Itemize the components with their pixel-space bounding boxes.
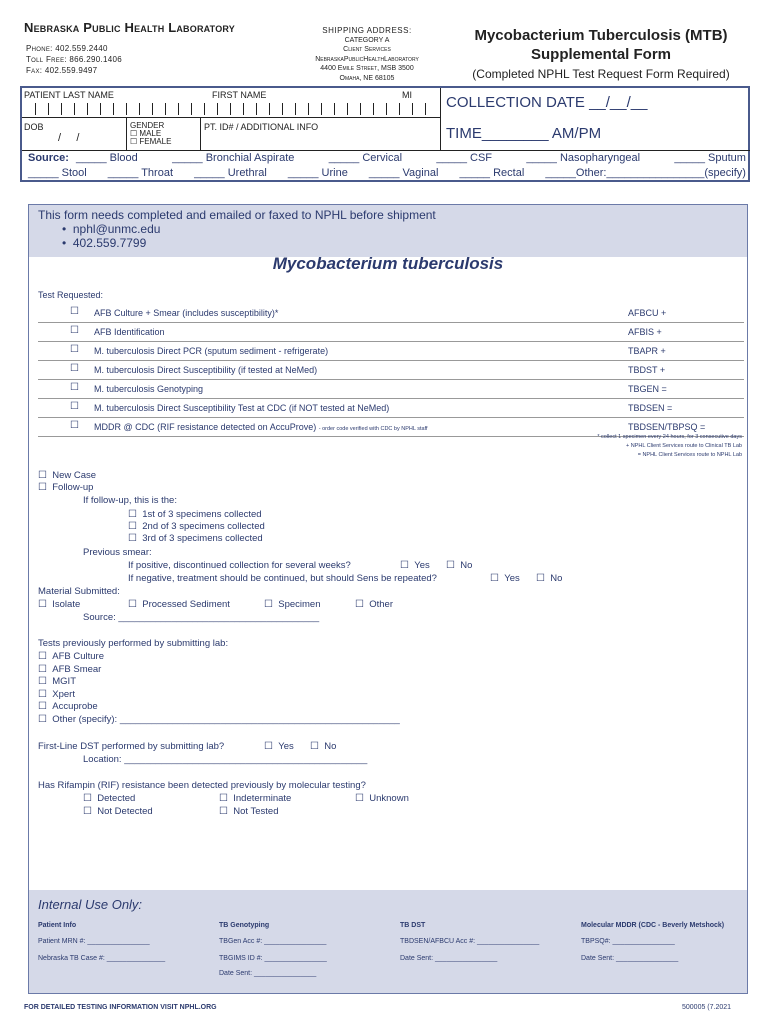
specimen-2-option[interactable] [128,521,265,532]
test-name: MDDR @ CDC (RIF resistance detected on AccuProve) - order code verified with CDC by NPHL staff [94,422,428,432]
internal-use-title: Internal Use Only: [38,897,143,912]
name-box-divider [35,103,36,115]
rif-question: Has Rifampin (RIF) resistance been detected previously by molecular testing? [38,780,366,791]
name-box-divider [243,103,244,115]
specimen-label: 2nd of 3 specimens collected [142,521,265,532]
checkbox-icon: ☐ [130,137,138,146]
section-title: Mycobacterium tuberculosis [272,254,504,273]
male-label: MALE [139,129,162,138]
checkbox-icon: ☐ [490,573,499,584]
internal-col-heading: Patient Info [38,922,77,929]
checkbox-icon: ☐ [128,533,137,544]
material-specimen[interactable] [264,599,321,610]
shipping-heading: SHIPPING ADDRESS: [322,26,412,35]
checkbox-icon: ☐ [38,663,47,675]
source-option[interactable]: _____ CSF [436,152,493,164]
checkbox-icon: ☐ [38,482,47,493]
positive-question: If positive, discontinued collection for several weeks? [128,560,351,571]
internal-field[interactable]: Date Sent: ________________ [581,955,679,962]
shipping-line: CATEGORY A [344,36,390,44]
female-label: FEMALE [139,137,172,146]
name-box-divider [295,103,296,115]
name-box-divider [217,103,218,115]
material-label: Material Submitted: [38,586,120,597]
rif-indeterminate[interactable] [219,793,291,804]
dob-field[interactable]: / / [58,132,80,144]
test-code: TBAPR + [628,346,666,356]
test-name: M. tuberculosis Genotyping [94,384,204,394]
name-box-divider [412,103,413,115]
checkbox-icon: ☐ [38,676,47,688]
material-processed-sediment[interactable] [128,599,230,610]
checkbox-icon: ☐ [128,509,137,520]
checkbox-icon: ☐ [128,521,137,532]
negative-yes[interactable] [490,573,520,584]
form-title-line-2: Supplemental Form [530,46,672,63]
checkbox-icon: ☐ [536,573,545,584]
name-box-divider [126,103,127,115]
test-row[interactable] [38,324,744,342]
test-footnotes [597,433,742,460]
lab-toll-free: Toll Free: 866.290.1406 [26,55,122,64]
checkbox-icon: ☐ [38,599,47,610]
checkbox-icon: ☐ [83,806,92,817]
source-option[interactable]: _____ Blood [76,152,138,164]
internal-field[interactable]: Date Sent: ________________ [219,970,317,977]
test-name: M. tuberculosis Direct Susceptibility (if tested at NeMed) [94,365,318,375]
name-box-divider [230,103,231,115]
source-option[interactable]: _____ Throat [107,167,174,179]
form-title [448,26,754,64]
name-box-divider [334,103,335,115]
positive-no[interactable] [446,560,472,571]
internal-col-heading: Molecular MDDR (CDC - Beverly Metshock) [581,922,725,929]
test-requested-label: Test Requested: [38,290,104,300]
mi-label: MI [402,90,412,100]
source-option[interactable]: _____ Urethral [194,167,267,179]
internal-field[interactable]: Nebraska TB Case #: _______________ [38,955,166,962]
follow-up-label: Follow-up [52,482,94,493]
name-box-divider [347,103,348,115]
test-code: TBDSEN/TBPSQ = [628,422,706,432]
option-label: AFB Smear [52,663,102,675]
internal-field[interactable]: TBPSQ#: ________________ [581,938,675,945]
negative-no[interactable] [536,573,562,584]
name-box-divider [139,103,140,115]
dob-label: DOB [24,122,44,132]
positive-yes[interactable] [400,560,430,571]
source-option[interactable]: _____ Sputum [674,152,746,164]
material-isolate[interactable] [38,599,80,610]
checkbox-icon[interactable]: ☐ [70,344,79,355]
test-code: TBGEN = [628,384,667,394]
option-label: AFB Culture [52,651,104,662]
rif-not-detected[interactable] [83,806,153,817]
checkbox-icon: ☐ [83,793,92,804]
option-label: Other [369,599,394,610]
option-label: MGIT [52,676,76,688]
name-box-divider [321,103,322,115]
new-case-label: New Case [52,470,97,481]
name-box-divider [165,103,166,115]
option-label: Isolate [52,599,81,610]
name-box-divider [100,103,101,115]
form-number: 500005 (7.2021 [682,1004,732,1011]
internal-col-heading: TB Genotyping [219,922,270,929]
source-option[interactable]: _____ Cervical [328,152,403,164]
checkbox-icon: ☐ [264,741,273,752]
internal-field[interactable]: TBGIMS ID #: ________________ [219,955,327,962]
lab-fax: Fax: 402.559.9497 [26,66,98,75]
test-row[interactable] [38,362,744,380]
source-option[interactable]: _____ Nasopharyngeal [526,152,641,164]
dst-no[interactable] [310,741,336,752]
yes-label: Yes [504,573,520,584]
collection-date-field[interactable]: COLLECTION DATE __/__/__ [446,94,648,111]
follow-up-option[interactable] [38,482,93,493]
negative-question: If negative, treatment should be continued, but should Sens be repeated? [128,573,437,584]
form-title-line-1: Mycobacterium Tuberculosis (MTB) [474,27,728,44]
dst-yes[interactable] [264,741,294,752]
footnote: = NPHL Client Services route to NPHL Lab [637,452,742,458]
option-label: Xpert [52,688,75,700]
mddr-note: - order code verified with CDC by NPHL staff [318,426,428,432]
lab-contact [26,43,122,76]
name-box-divider [399,103,400,115]
source-options-row-1 [76,152,746,164]
name-box-divider [425,103,426,115]
checkbox-icon: ☐ [355,793,364,804]
rif-not-tested[interactable] [219,806,279,817]
shipping-address [292,26,442,83]
test-row[interactable] [38,343,744,361]
name-box-divider [204,103,205,115]
previous-test-option[interactable] [38,714,400,725]
checkbox-icon[interactable]: ☐ [70,382,79,393]
checkbox-icon: ☐ [355,599,364,610]
name-box-divider [373,103,374,115]
footer-website: FOR DETAILED TESTING INFORMATION VISIT NPHL.ORG [24,1004,217,1011]
material-other[interactable] [355,599,393,610]
source-options-row-2 [28,167,746,179]
name-box-divider [360,103,361,115]
test-name: AFB Identification [94,327,165,337]
option-label: Indeterminate [233,793,292,804]
internal-field[interactable]: Patient MRN #: ________________ [38,938,150,945]
yes-label: Yes [414,560,430,571]
previous-test-option[interactable] [38,651,104,662]
previous-test-option[interactable] [38,676,76,687]
checkbox-icon: ☐ [38,714,47,725]
test-code: TBDST + [628,365,666,375]
name-box-divider [48,103,49,115]
checkbox-icon: ☐ [38,701,47,713]
previous-tests-label: Tests previously performed by submitting lab: [38,638,229,649]
name-box-divider [386,103,387,115]
name-entry-boxes[interactable] [22,103,440,115]
first-name-label: FIRST NAME [212,90,267,100]
checkbox-icon: ☐ [446,560,455,571]
specimen-3-option[interactable] [128,533,263,544]
checkbox-icon: ☐ [38,651,47,662]
previous-test-option[interactable] [38,689,75,700]
name-box-divider [308,103,309,115]
name-box-divider [61,103,62,115]
previous-test-option[interactable] [38,664,101,675]
option-label: Other (specify): _____________________________________________________ [52,714,400,725]
option-label: Accuprobe [52,701,98,713]
internal-field[interactable]: TBDSEN/AFBCU Acc #: ________________ [400,938,540,945]
checkbox-icon: ☐ [400,560,409,571]
test-row[interactable] [38,305,744,323]
notice: This form needs completed and emailed or faxed to NPHL before shipment • nphl@unmc.edu • 402.559.7799 [38,208,436,250]
test-name: M. tuberculosis Direct Susceptibility Test at CDC (if NOT tested at NeMed) [94,403,390,413]
gender-field [130,122,171,146]
internal-field[interactable]: Date Sent: ________________ [400,955,498,962]
footnote: + NPHL Client Services route to Clinical TB Lab [625,443,742,449]
footnote: * collect 1 specimen every 24 hours, for 3 consecutive days [597,434,742,440]
previous-test-option[interactable] [38,701,98,712]
shipping-line: Client Services [343,46,391,53]
lab-phone: Phone: 402.559.2440 [26,44,108,53]
name-box-divider [113,103,114,115]
source-row-1 [28,152,69,164]
notice-phone: 402.559.7799 [72,236,147,250]
last-name-label: PATIENT LAST NAME [24,90,114,100]
checkbox-icon: ☐ [130,129,138,138]
no-label: No [550,573,563,584]
rif-detected[interactable] [83,793,135,804]
pt-id-label: PT. ID# / ADDITIONAL INFO [204,122,319,132]
name-box-divider [178,103,179,115]
option-label: Not Detected [97,806,153,817]
gender-label: GENDER [130,121,165,130]
checkbox-icon: ☐ [264,599,273,610]
rif-unknown[interactable] [355,793,409,804]
lab-name: Nebraska Public Health Laboratory [24,20,235,35]
shipping-line: Omaha, NE 68105 [339,74,395,82]
source-option[interactable]: _____Other:________________(specify) [545,167,746,179]
checkbox-icon: ☐ [310,741,319,752]
checkbox-icon[interactable]: ☐ [70,401,79,412]
checkbox-icon: ☐ [38,470,47,481]
form-subtitle: (Completed NPHL Test Request Form Required) [472,67,730,81]
name-box-divider [74,103,75,115]
internal-col-heading: TB DST [400,922,426,929]
internal-field[interactable]: TBGen Acc #: ________________ [219,938,327,945]
checkbox-icon: ☐ [38,688,47,700]
time-field[interactable]: TIME________ AM/PM [446,125,602,142]
notice-email[interactable]: nphl@unmc.edu [72,222,161,236]
checkbox-icon: ☐ [219,793,228,804]
dst-question: First-Line DST performed by submitting lab? [38,741,225,752]
name-box-divider [256,103,257,115]
shipping-line: 4400 Emile Street, MSB 3500 [320,65,414,72]
name-box-divider [152,103,153,115]
name-box-divider [269,103,270,115]
checkbox-icon[interactable]: ☐ [70,306,79,317]
test-row[interactable] [38,400,744,418]
previous-smear-label: Previous smear: [83,547,152,558]
option-label: Not Tested [233,806,279,817]
checkbox-icon[interactable]: ☐ [70,363,79,374]
checkbox-icon[interactable]: ☐ [70,420,79,431]
source-option[interactable]: _____ Urine [287,167,348,179]
specimen-label: 3rd of 3 specimens collected [142,533,263,544]
test-code: AFBCU + [628,308,667,318]
option-label: Specimen [278,599,321,610]
test-code: AFBIS + [628,327,662,337]
source-option[interactable]: _____ Rectal [459,167,525,179]
name-box-divider [87,103,88,115]
specimen-1-option[interactable] [128,509,262,520]
gender-female[interactable] [130,138,171,146]
no-label: No [324,741,337,752]
checkbox-icon: ☐ [128,599,137,610]
option-label: Unknown [369,793,409,804]
yes-label: Yes [278,741,294,752]
checkbox-icon: ☐ [219,806,228,817]
option-label: Processed Sediment [142,599,230,610]
material-source-field[interactable]: Source: ______________________________________ [83,612,320,623]
source-option[interactable]: _____ Bronchial Aspirate [172,152,295,164]
new-case-option[interactable] [38,470,96,481]
name-box-divider [191,103,192,115]
test-row[interactable] [38,381,744,399]
shipping-line: NebraskaPublicHealthLaboratory [315,55,419,63]
test-name: M. tuberculosis Direct PCR (sputum sediment - refrigerate) [94,346,329,356]
dst-location-field[interactable]: Location: ______________________________________________ [83,754,368,765]
notice-text: This form needs completed and emailed or faxed to NPHL before shipment [38,208,436,222]
specimen-label: 1st of 3 specimens collected [142,509,262,520]
test-code: TBDSEN = [628,403,673,413]
if-follow-up-label: If follow-up, this is the: [83,495,177,506]
source-label: Source: [28,152,69,164]
checkbox-icon[interactable]: ☐ [70,325,79,336]
source-option[interactable]: _____ Stool [28,167,87,179]
no-label: No [460,560,473,571]
option-label: Detected [97,793,136,804]
test-name: AFB Culture + Smear (includes susceptibility)* [94,308,279,318]
source-option[interactable]: _____ Vaginal [368,167,439,179]
name-box-divider [282,103,283,115]
